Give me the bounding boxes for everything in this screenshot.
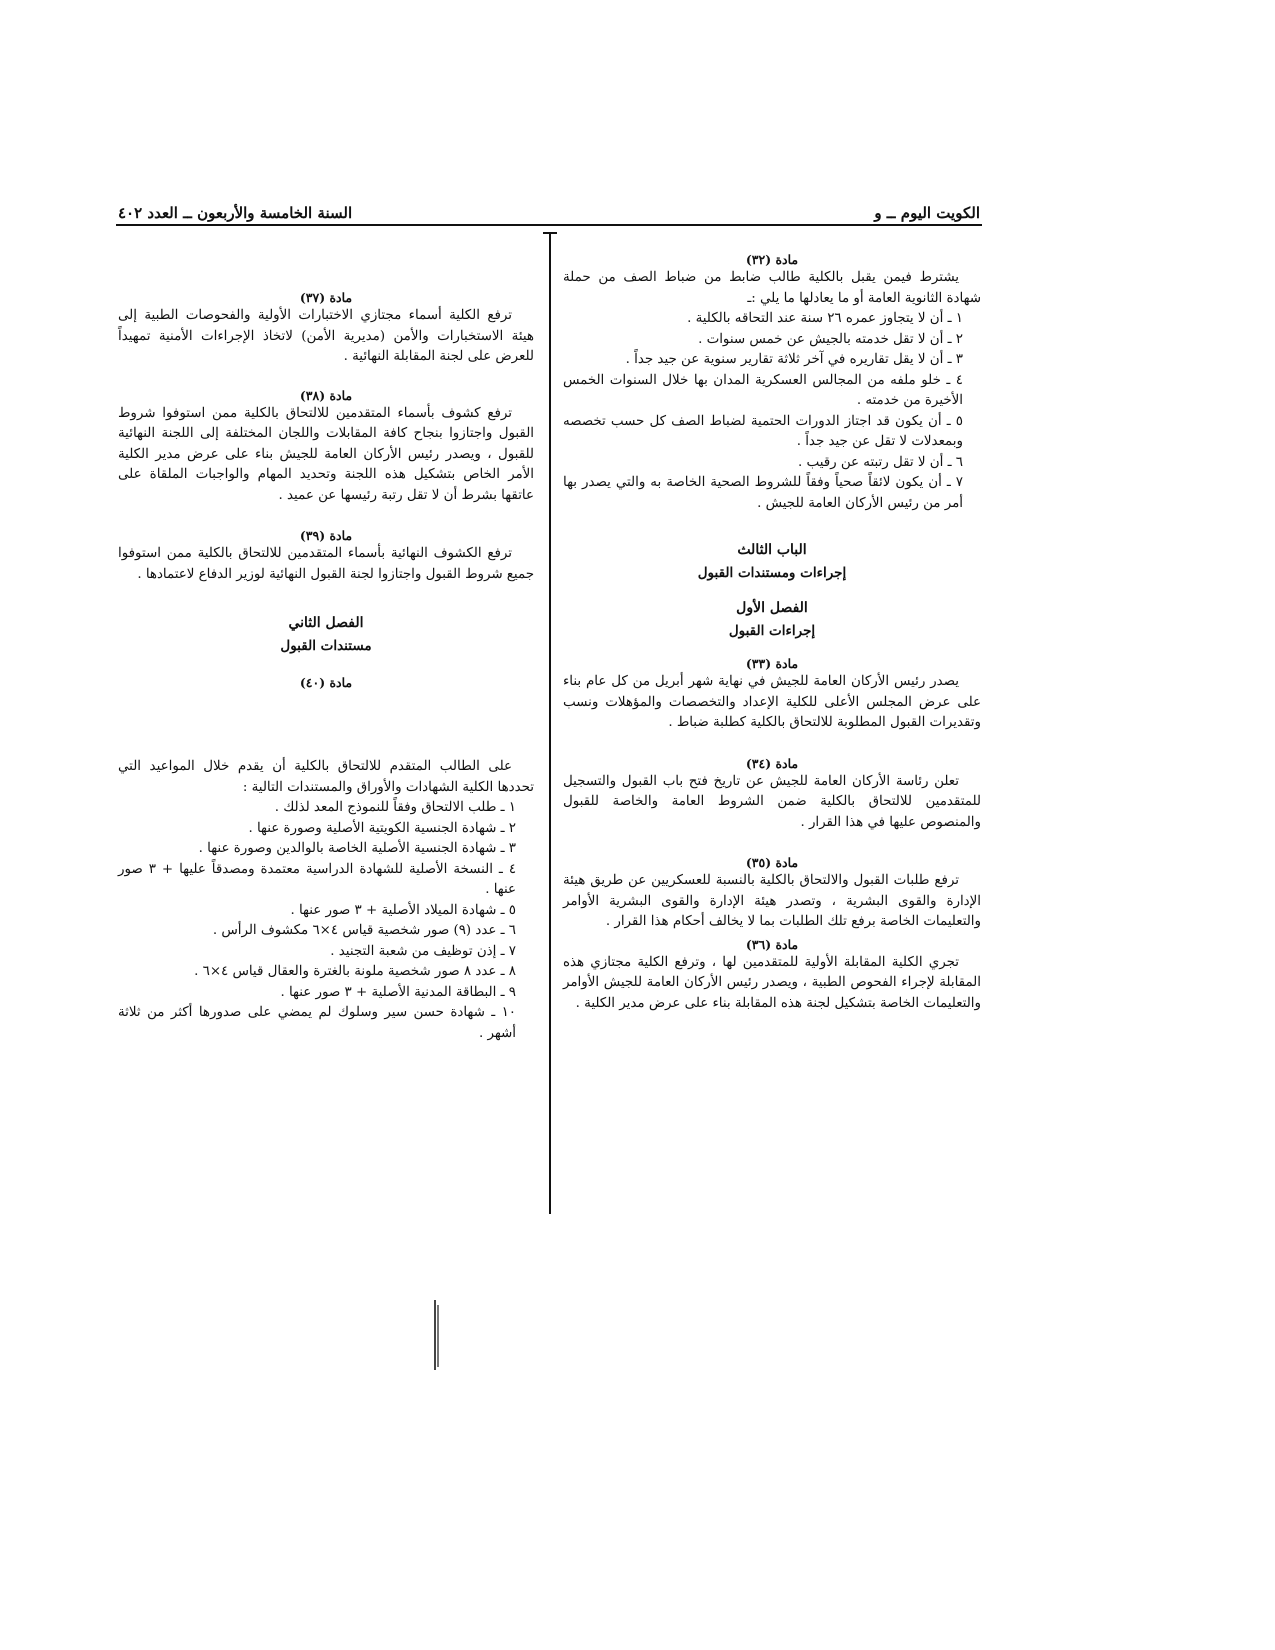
article-title: مادة (٣٧) [299, 290, 353, 305]
list-item: ١٠ ـ شهادة حسن سير وسلوك لم يمضي على صدورها أكثر من ثلاثة أشهر . [118, 1005, 516, 1041]
list-item: ١ ـ أن لا يتجاوز عمره ٢٦ سنة عند التحاقه بالكلية . [687, 311, 963, 326]
header-newspaper-name: الكويت اليوم ــ و [874, 204, 980, 222]
article-text: تعلن رئاسة الأركان العامة للجيش عن تاريخ فتح باب القبول والتسجيل للمتقدمين للالتحاق بالكلية ضمن الشروط العامة والخاصة للقبول والمنصوص عليها في هذا القرار . [563, 773, 981, 830]
list-item: ٧ ـ أن يكون لائقاً صحياً وفقاً للشروط الصحية الخاصة به والتي يصدر بها أمر من رئيس الأركان العامة للجيش . [563, 475, 963, 511]
article-text: ترفع الكلية أسماء مجتازي الاختبارات الأولية والفحوصات الطبية إلى هيئة الاستخبارات والأمن (مديرية الأمن) لاتخاذ الإجراءات الأمنية تمهيداً للعرض على لجنة المقابلة النهائية . [118, 308, 534, 364]
chapter-title: إجراءات ومستندات القبول [697, 565, 847, 581]
page-header [118, 196, 980, 222]
list-item: ٤ ـ النسخة الأصلية للشهادة الدراسية معتمدة ومصدقاً عليها + ٣ صور عنها . [118, 861, 517, 897]
article-title: مادة (٣٣) [745, 656, 799, 671]
section-heading: الفصل الثاني [288, 615, 364, 631]
list-item: ٨ ـ عدد ٨ صور شخصية ملونة بالغترة والعقال قياس ٤×٦ . [194, 964, 516, 979]
article-title: مادة (٣٤) [745, 755, 799, 771]
header-issue-info: السنة الخامسة والأربعون ــ العدد ٤٠٢ [118, 204, 353, 222]
list-item: ٧ ـ إذن توظيف من شعبة التجنيد . [330, 943, 516, 959]
article-title: مادة (٣٢) [745, 252, 799, 267]
list-item: ٥ ـ أن يكون قد اجتاز الدورات الحتمية لضباط الصف كل حسب تخصصه وبمعدلات لا تقل عن جيد جداً . [563, 413, 963, 449]
column-divider [549, 232, 551, 1214]
list-item: ١ ـ طلب الالتحاق وفقاً للنموذج المعد لذلك . [274, 800, 516, 815]
article-title: مادة (٣٦) [745, 936, 799, 952]
article-text: ترفع طلبات القبول والالتحاق بالكلية بالنسبة للعسكريين عن طريق هيئة الإدارة والقوى البشرية ، وتصدر هيئة الإدارة والقوى البشرية الأوامر والتعليمات الخاصة برفع تلك الطلبات بما لا يخالف أحكام هذا القرار . [563, 873, 981, 929]
article-text: تجري الكلية المقابلة الأولية للمتقدمين لها ، وترفع الكلية مجتازي هذه المقابلة لإجراء الفحوص الطبية ، ويصدر رئيس الأركان العامة للجيش الأوامر والتعليمات الخاصة بتشكيل لجنة هذه المقابلة بناء على عرض مدير الكلية . [563, 954, 981, 1011]
article-text: ترفع الكشوف النهائية بأسماء المتقدمين للالتحاق بالكلية ممن استوفوا جميع شروط القبول واجتازوا لجنة القبول النهائية لوزير الدفاع لاعتمادها . [118, 546, 534, 582]
list-item: ٦ ـ أن لا تقل رتبته عن رقيب . [798, 454, 963, 470]
article-title: مادة (٣٥) [745, 855, 799, 870]
article-text: يصدر رئيس الأركان العامة للجيش في نهاية شهر أبريل من كل عام بناء على عرض المجلس الأعلى للكلية الإعداد والتخصصات والمؤهلات ونسب وتقديرات القبول المطلوبة للالتحاق بالكلية كطلبة ضباط . [563, 674, 981, 730]
list-item: ٥ ـ شهادة الميلاد الأصلية + ٣ صور عنها . [290, 902, 516, 918]
article-title: مادة (٣٨) [299, 387, 353, 403]
article-text: ترفع كشوف بأسماء المتقدمين للالتحاق بالكلية ممن استوفوا شروط القبول واجتازوا بنجاح كافة المقابلات واللجان المختلفة إلى اللجنة النهائية للقبول ، ويصدر رئيس الأركان العامة للجيش بناء على عرض مدير الكلية الأمر الخاص بتشكيل هذه اللجنة وتحديد المهام والواجبات الملقاة على عاتقها بشرط أن لا تقل رتبة رئيسها عن عميد . [118, 405, 534, 503]
list-item: ٣ ـ أن لا يقل تقاريره في آخر ثلاثة تقارير سنوية عن جيد جداً . [625, 352, 963, 367]
article-text: يشترط فيمن يقبل بالكلية طالب ضابط من ضباط الصف من حملة شهادة الثانوية العامة أو ما يعادلها ما يلي :ـ [563, 270, 981, 306]
list-item: ٩ ـ البطاقة المدنية الأصلية + ٣ صور عنها . [280, 984, 516, 1000]
column-divider-tick [543, 232, 557, 234]
section-heading: الفصل الأول [736, 600, 808, 616]
left-column [118, 290, 534, 1044]
section-title: مستندات القبول [280, 638, 372, 654]
list-item: ٤ ـ خلو ملفه من المجالس العسكرية المدان بها خلال السنوات الخمس الأخيرة من خدمته . [563, 372, 963, 408]
list-item: ٦ ـ عدد (٩) صور شخصية قياس ٤×٦ مكشوف الرأس . [212, 923, 516, 938]
right-column [563, 252, 981, 1014]
scan-mark [437, 1305, 439, 1367]
list-item: ٢ ـ أن لا تقل خدمته بالجيش عن خمس سنوات . [698, 331, 963, 347]
list-item: ٣ ـ شهادة الجنسية الأصلية الخاصة بالوالدين وصورة عنها . [198, 841, 516, 856]
article-text: على الطالب المتقدم للالتحاق بالكلية أن يقدم خلال المواعيد التي تحددها الكلية الشهادات والأوراق والمستندات التالية : [118, 759, 534, 795]
section-title: إجراءات القبول [728, 623, 816, 639]
article-title: مادة (٤٠) [299, 675, 353, 690]
scan-mark [434, 1300, 436, 1370]
header-rule [116, 224, 982, 226]
chapter-heading: الباب الثالث [737, 542, 807, 558]
list-item: ٢ ـ شهادة الجنسية الكويتية الأصلية وصورة عنها . [248, 820, 516, 836]
article-title: مادة (٣٩) [299, 528, 353, 543]
